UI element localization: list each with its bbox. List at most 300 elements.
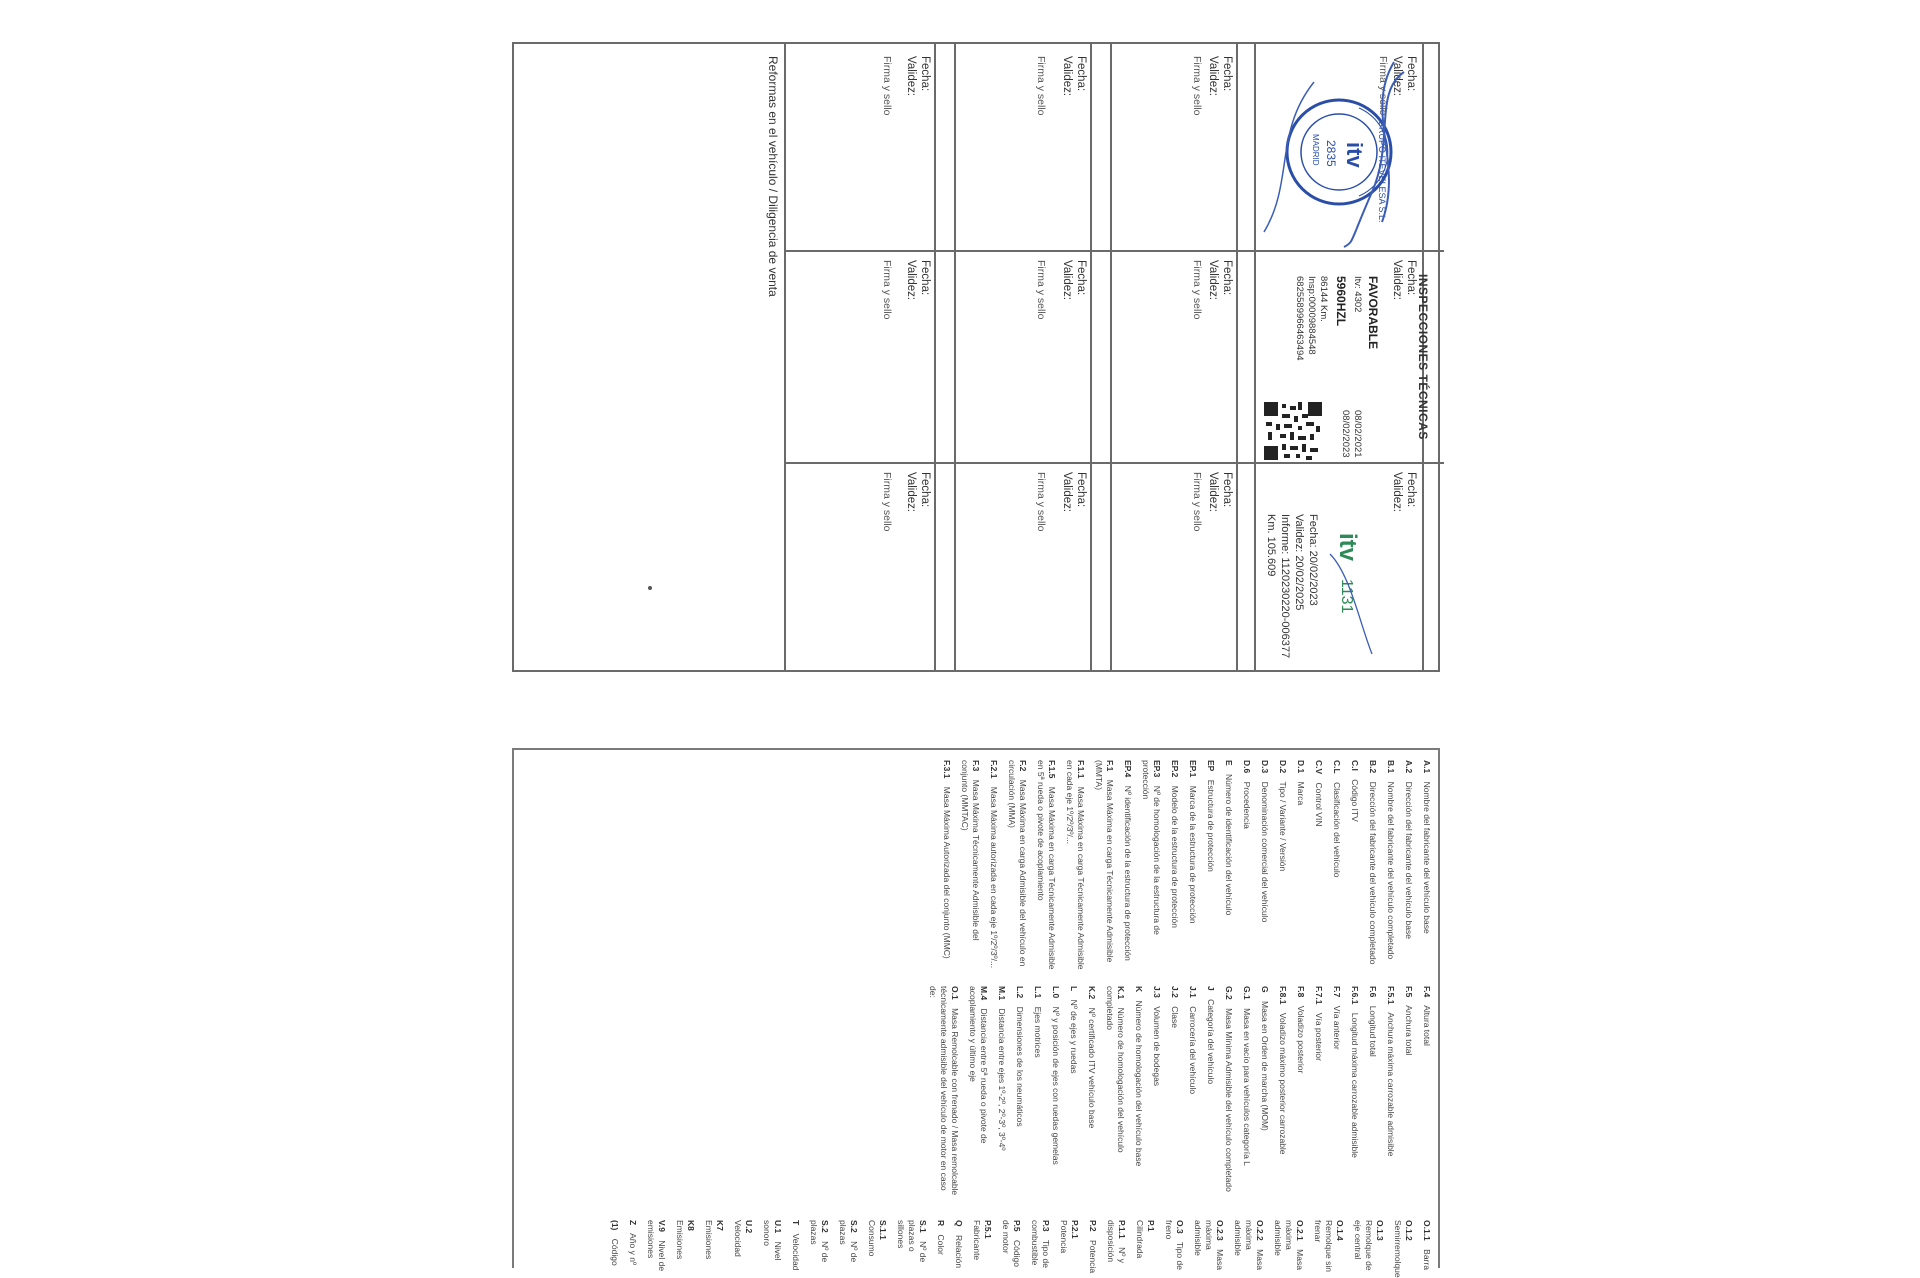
field-entry — [988, 760, 999, 970]
field-entry — [1140, 760, 1162, 970]
field-entry — [703, 1220, 725, 1278]
field-code: F.4 — [1422, 986, 1432, 998]
field-entry — [1064, 760, 1086, 970]
field-description: Velocidad — [733, 1220, 743, 1257]
fecha-label: Fecha: — [1075, 472, 1087, 508]
code-number: 6825589966463494 — [1294, 276, 1305, 361]
green-itv-stamp — [1320, 514, 1380, 664]
fecha-label: Fecha: — [1405, 472, 1417, 508]
field-entry — [1068, 986, 1079, 1196]
field-entry — [1105, 1220, 1127, 1278]
field-code: P.2 — [1088, 1220, 1098, 1232]
field-description: Longitud total — [1368, 1003, 1378, 1057]
field-code: O.1.1 — [1422, 1220, 1432, 1241]
km-reading: 86144 Km. — [1318, 276, 1329, 322]
svg-text:2835: 2835 — [1324, 140, 1338, 167]
field-index-column — [920, 986, 1432, 1196]
field-index-page — [512, 748, 1440, 1278]
field-description: Anchura total — [1404, 1003, 1414, 1056]
fecha-label: Fecha: — [919, 260, 931, 296]
field-description: Modelo de la estructura de protección — [1170, 783, 1180, 928]
field-entry — [1421, 1220, 1432, 1278]
validez-label: Validez: — [1207, 472, 1219, 513]
field-description: Voladizo posterior — [1296, 1003, 1306, 1074]
fecha-label: Fecha: — [1221, 260, 1233, 296]
field-entry — [935, 1220, 946, 1278]
field-entry — [1295, 986, 1306, 1196]
date-1: 08/02/2021 — [1352, 410, 1363, 458]
field-code: F.1.1 — [1076, 760, 1086, 779]
field-entry — [971, 1220, 993, 1278]
field-description: Masa máxima admisible — [1233, 1220, 1265, 1270]
field-description: Masa Mínima Admisible del vehículo completado — [1224, 1005, 1234, 1192]
field-entry — [1086, 986, 1097, 1196]
field-code: P.5 — [1012, 1220, 1022, 1232]
field-entry — [996, 986, 1007, 1196]
field-code: O.1.4 — [1335, 1220, 1345, 1241]
field-code: F.8 — [1296, 986, 1306, 998]
field-code: J.3 — [1152, 986, 1162, 998]
field-description: Masa en vacío para vehículos categoría L — [1242, 1005, 1252, 1166]
validez-label: Validez: — [1207, 260, 1219, 301]
field-entry — [1392, 1220, 1414, 1278]
field-description: Altura total — [1422, 1003, 1432, 1046]
field-description: Semirremolque — [1393, 1220, 1403, 1278]
field-entry — [1223, 986, 1234, 1196]
field-description: Volumen de bodegas — [1152, 1003, 1162, 1087]
field-code: EP.3 — [1152, 760, 1162, 778]
field-entry — [959, 760, 981, 970]
field-entry — [674, 1220, 696, 1278]
field-description: Voladizo máximo posterior carrozable — [1278, 1010, 1288, 1155]
field-entry — [1352, 1220, 1385, 1278]
field-description: Consumo — [867, 1220, 877, 1257]
page-title: INSPECCIONES TÉCNICAS — [1416, 274, 1430, 440]
field-code: Q — [954, 1220, 964, 1227]
field-description: Emisiones — [675, 1220, 685, 1260]
field-description: Nº de plazas — [809, 1220, 830, 1263]
fecha-label: Fecha: — [1075, 56, 1087, 92]
field-description: Potencia — [1088, 1237, 1098, 1274]
field-description: Código — [610, 1236, 620, 1266]
fecha-label: Fecha: — [1221, 472, 1233, 508]
field-description: Nº certificado ITV vehículo base — [1087, 1005, 1097, 1129]
itv-circle-stamp — [1254, 52, 1424, 252]
field-description: Masa Máxima en carga Técnicamente Admisible en cada eje 1º/2º/3º/... — [1065, 760, 1086, 970]
field-description: Color — [936, 1232, 946, 1255]
field-description: Control VIN — [1314, 780, 1324, 827]
field-entry — [808, 1220, 830, 1278]
field-entry — [1277, 760, 1288, 970]
green-stamp-validez: Validez: 20/02/2025 — [1293, 514, 1305, 611]
field-description: Masa Máxima Autorizada del conjunto (MMC) — [942, 784, 952, 959]
plate-number: 5960HZL — [1334, 276, 1348, 327]
field-description: Fabricante — [972, 1220, 982, 1261]
field-code: P.3 — [1041, 1220, 1051, 1232]
field-description: Cilindrada — [1135, 1220, 1145, 1259]
field-entry — [1259, 986, 1270, 1196]
field-index-column — [934, 760, 1432, 970]
fecha-label: Fecha: — [1075, 260, 1087, 296]
field-entry — [1169, 986, 1180, 1196]
reformas-label: Reformas en el vehículo / Diligencia de venta — [766, 56, 780, 297]
grid-line — [784, 44, 786, 672]
grid-line — [1110, 44, 1112, 672]
field-entry — [1421, 760, 1432, 970]
field-code: V.9 — [657, 1220, 667, 1232]
field-code: S.2 — [820, 1220, 830, 1233]
field-code: A.1 — [1422, 760, 1432, 774]
firma-label: Firma y sello — [881, 56, 893, 116]
field-code: B.2 — [1368, 760, 1378, 774]
field-entry — [1277, 986, 1288, 1196]
field-index-column — [602, 1220, 1432, 1278]
field-description: Distancia entre 5ª rueda o pivote de acoplamiento y último eje — [968, 986, 989, 1144]
field-code: S.2 — [849, 1220, 859, 1233]
field-description: Remolque de eje central — [1353, 1220, 1374, 1271]
firma-label: Firma y sello — [1191, 56, 1203, 116]
inspection-result: FAVORABLE — [1366, 276, 1380, 350]
field-code: K.1 — [1116, 986, 1126, 1000]
field-code: C.V — [1314, 760, 1324, 775]
green-stamp-fecha: Fecha: 20/02/2023 — [1307, 514, 1319, 606]
field-entry — [1272, 1220, 1305, 1278]
field-description: Dirección del fabricante del vehículo completado — [1368, 779, 1378, 965]
field-entry — [1241, 760, 1252, 970]
validez-label: Validez: — [1391, 260, 1403, 301]
field-description: Denominación comercial del vehículo — [1260, 779, 1270, 923]
validez-label: Validez: — [1391, 472, 1403, 513]
field-code: F.8.1 — [1278, 986, 1288, 1005]
field-code: D.6 — [1242, 760, 1252, 774]
field-code: (1) — [610, 1220, 620, 1231]
field-description: Anchura máxima carrozable admisible — [1386, 1010, 1396, 1157]
firma-label: Firma y sello — [1035, 56, 1047, 116]
field-description: Tipo de combustible — [1030, 1220, 1051, 1268]
fecha-label: Fecha: — [919, 56, 931, 92]
field-code: E — [1224, 760, 1234, 766]
validez-label: Validez: — [905, 472, 917, 513]
field-description: Código de motor — [1001, 1220, 1022, 1267]
field-entry — [1312, 1220, 1345, 1278]
field-description: Longitud máxima carrozable admisible — [1350, 1010, 1360, 1158]
field-code: F.5 — [1404, 986, 1414, 998]
field-entry — [1313, 760, 1324, 970]
field-description: Procedencia — [1242, 779, 1252, 829]
field-entry — [1232, 1220, 1265, 1278]
field-description: Tipo de freno — [1164, 1220, 1185, 1270]
field-entry — [1367, 760, 1378, 970]
svg-text:MADRID: MADRID — [1311, 134, 1320, 166]
validez-label: Validez: — [905, 260, 917, 301]
field-description: Marca de la estructura de protección — [1188, 783, 1198, 924]
field-code: D.3 — [1260, 760, 1270, 774]
field-description: Emisiones — [704, 1220, 714, 1260]
field-entry — [1122, 760, 1133, 970]
field-code: F.7 — [1332, 986, 1342, 998]
field-description: Nivel sonoro — [762, 1220, 783, 1261]
insp-number: Insp:00009884548 — [1306, 276, 1317, 355]
field-entry — [1205, 986, 1216, 1196]
field-entry — [1385, 986, 1396, 1196]
field-code: K7 — [715, 1220, 725, 1231]
field-code: P.1 — [1146, 1220, 1156, 1232]
field-code: B.1 — [1386, 760, 1396, 774]
field-description: Vía posterior — [1314, 1010, 1324, 1061]
field-description: Masa máxima admisible — [1273, 1220, 1305, 1270]
validez-label: Validez: — [1061, 56, 1073, 97]
firma-label: Firma y sello — [1191, 260, 1203, 320]
field-entry — [1349, 760, 1360, 970]
field-entry — [1295, 760, 1306, 970]
field-entry — [1331, 760, 1342, 970]
field-description: Tipo / Variante / Versión — [1278, 779, 1288, 872]
field-code: P.5.1 — [983, 1220, 993, 1239]
field-code: T — [791, 1220, 801, 1226]
field-code: R — [936, 1220, 946, 1227]
field-code: S.1.1 — [878, 1220, 888, 1240]
field-entry — [1000, 1220, 1022, 1278]
field-code: J.2 — [1170, 986, 1180, 998]
firma-label: Firma y sello — [1377, 56, 1389, 116]
field-entry — [732, 1220, 754, 1278]
field-entry — [761, 1220, 783, 1278]
field-code: F.5.1 — [1386, 986, 1396, 1005]
field-description: Dimensiones de los neumáticos — [1015, 1004, 1025, 1127]
field-entry — [1151, 986, 1162, 1196]
field-code: F.2 — [1018, 760, 1028, 772]
svg-text:itv: itv — [1342, 142, 1367, 168]
green-stamp-informe: Informe: 1120230220-006377 — [1279, 514, 1291, 659]
field-code: K — [1134, 986, 1144, 993]
field-code: F.7.1 — [1314, 986, 1324, 1005]
field-description: Relación — [954, 1232, 964, 1269]
date-2: 08/02/2023 — [1340, 410, 1351, 458]
field-entry — [1134, 1220, 1156, 1278]
field-code: U.2 — [744, 1220, 754, 1234]
field-description: Clasificación del vehículo — [1332, 779, 1342, 878]
field-entry — [1349, 986, 1360, 1196]
field-description: Remolque sin frenar — [1313, 1220, 1334, 1272]
field-entry — [1241, 986, 1252, 1196]
field-entry — [1187, 760, 1198, 970]
field-description: Masa Máxima en carga Admisible del vehículo en circulación (MMA) — [1007, 760, 1028, 967]
field-entry — [1050, 986, 1061, 1196]
field-code: M.1 — [997, 986, 1007, 1001]
field-entry — [1421, 986, 1432, 1196]
field-entry — [1331, 986, 1342, 1196]
field-code: L.1 — [1033, 986, 1043, 999]
field-entry — [967, 986, 989, 1196]
fecha-label: Fecha: — [1221, 56, 1233, 92]
field-entry — [645, 1220, 667, 1278]
field-description: Nº de plazas o sillones — [896, 1220, 928, 1263]
field-code: L — [1069, 986, 1079, 992]
field-code: O.1 — [950, 986, 960, 1000]
field-description: Nombre del fabricante del vehículo completado — [1386, 779, 1396, 960]
field-description: Masa Máxima autorizada en cada eje 1º/2º/3º/... — [989, 784, 999, 969]
field-entry — [1035, 760, 1057, 970]
validez-label: Validez: — [1061, 472, 1073, 513]
field-code: F.6 — [1368, 986, 1378, 998]
field-code: O.2.1 — [1295, 1220, 1305, 1241]
firma-label: Firma y sello — [1035, 472, 1047, 532]
field-code: G.2 — [1224, 986, 1234, 1000]
field-description: Velocidad — [791, 1231, 801, 1271]
field-code: G.1 — [1242, 986, 1252, 1000]
field-entry — [1093, 760, 1115, 970]
field-entry — [895, 1220, 928, 1278]
field-entry — [1223, 760, 1234, 970]
field-entry — [1403, 986, 1414, 1196]
field-code: F.3.1 — [942, 760, 952, 779]
field-code: F.6.1 — [1350, 986, 1360, 1005]
field-code: P.2.1 — [1070, 1220, 1080, 1239]
field-code: F.1 — [1105, 760, 1115, 772]
field-entry — [1032, 986, 1043, 1196]
field-description: Masa máxima admisible — [1193, 1220, 1225, 1270]
field-entry — [837, 1220, 859, 1278]
firma-label: Firma y sello — [1191, 472, 1203, 532]
field-description: Nº de ejes y ruedas — [1069, 997, 1079, 1074]
qr-code — [1262, 400, 1324, 462]
field-code: G — [1260, 986, 1270, 993]
field-code: O.1.3 — [1375, 1220, 1385, 1241]
field-description: Masa Máxima Técnicamente Admisible del conjunto (MMTAC) — [960, 760, 981, 941]
field-description: Nombre del fabricante del vehículo base — [1422, 779, 1432, 934]
field-description: Distancia entre ejes 1º-2º, 2º-3º, 3º-4º — [997, 1006, 1007, 1151]
field-description: Nº de plazas — [838, 1220, 859, 1263]
inspection-card — [512, 42, 1440, 672]
field-description: Marca — [1296, 779, 1306, 806]
field-entry — [953, 1220, 964, 1278]
grid-line — [784, 462, 1444, 464]
field-entry — [1403, 760, 1414, 970]
svg-text:1131: 1131 — [1338, 579, 1355, 614]
itv-station: Itv: 4302 — [1352, 276, 1363, 313]
field-entry — [1087, 1220, 1098, 1278]
fecha-label: Fecha: — [919, 472, 931, 508]
field-description: Nº y disposición — [1106, 1220, 1127, 1263]
firma-label: Firma y sello — [1035, 260, 1047, 320]
field-description: Barra — [1422, 1246, 1432, 1270]
field-entry — [609, 1220, 620, 1278]
field-code: K.2 — [1087, 986, 1097, 1000]
field-description: Masa Remolcable con frenado / Masa remolcable técnicamente admisible del vehículo de motor en caso de: — [928, 986, 960, 1196]
field-entry — [627, 1220, 638, 1278]
field-entry — [1104, 986, 1126, 1196]
grid-line — [1090, 44, 1092, 672]
svg-text:itv: itv — [1334, 533, 1361, 562]
field-entry — [1163, 1220, 1185, 1278]
field-code: L.2 — [1015, 986, 1025, 999]
field-description: Nivel de emisiones — [646, 1220, 667, 1272]
field-entry — [1313, 986, 1324, 1196]
field-description: Número de homologación del vehículo base — [1134, 998, 1144, 1167]
field-code: D.2 — [1278, 760, 1288, 774]
field-description: Número de identificación del vehículo — [1224, 771, 1234, 916]
field-code: U.1 — [773, 1220, 783, 1234]
field-description: Código ITV — [1350, 776, 1360, 822]
grid-line — [1236, 44, 1238, 672]
green-stamp-km: Km. 105.609 — [1265, 514, 1277, 577]
field-entry — [866, 1220, 888, 1278]
field-description: Masa en Orden de marcha (MOM) — [1260, 998, 1270, 1131]
svg-text:GRUPO ITEVELESA S.L.: GRUPO ITEVELESA S.L. — [1377, 120, 1387, 223]
field-code: C.I — [1350, 760, 1360, 771]
firma-label: Firma y sello — [881, 472, 893, 532]
field-description: Carrocería del vehículo — [1188, 1003, 1198, 1095]
field-code: O.3 — [1175, 1220, 1185, 1234]
field-code: EP.1 — [1188, 760, 1198, 778]
field-code: O.1.2 — [1404, 1220, 1414, 1241]
field-description: Vía anterior — [1332, 1003, 1342, 1050]
firma-label: Firma y sello — [881, 260, 893, 320]
field-code: A.2 — [1404, 760, 1414, 774]
field-code: L.0 — [1051, 986, 1061, 999]
fecha-label: Fecha: — [1405, 260, 1417, 296]
field-entry — [1259, 760, 1270, 970]
field-description: Masa Máxima en carga Técnicamente Admisible en 5ª rueda o pivote de acoplamiento — [1036, 760, 1057, 970]
field-description: Ejes motrices — [1033, 1004, 1043, 1058]
field-description: Masa Máxima en carga Técnicamente Admisible (MMTA) — [1094, 760, 1115, 963]
field-entry — [1187, 986, 1198, 1196]
validez-label: Validez: — [1061, 260, 1073, 301]
field-entry — [1006, 760, 1028, 970]
field-code: P.1.1 — [1117, 1220, 1127, 1239]
field-entry — [1029, 1220, 1051, 1278]
field-code: EP.4 — [1123, 760, 1133, 778]
field-code: O.2.3 — [1215, 1220, 1225, 1241]
grid-line — [954, 44, 956, 672]
field-entry — [1169, 760, 1180, 970]
field-code: EP — [1206, 760, 1216, 772]
field-entry — [1205, 760, 1216, 970]
field-description: Año y nº — [628, 1231, 638, 1266]
field-code: F.2.1 — [989, 760, 999, 779]
field-entry — [941, 760, 952, 970]
field-entry — [1133, 986, 1144, 1196]
field-entry — [790, 1220, 801, 1278]
validez-label: Validez: — [905, 56, 917, 97]
field-description: Nº de homologación de la estructura de protección — [1141, 760, 1162, 935]
validez-label: Validez: — [1391, 56, 1403, 97]
field-description: Clase — [1170, 1003, 1180, 1028]
field-entry — [1058, 1220, 1080, 1278]
field-description: Estructura de protección — [1206, 777, 1216, 872]
field-code: D.1 — [1296, 760, 1306, 774]
speck — [648, 586, 652, 590]
field-code: K8 — [686, 1220, 696, 1231]
grid-line — [934, 44, 936, 672]
field-code: M.4 — [979, 986, 989, 1001]
field-code: J.1 — [1188, 986, 1198, 998]
field-code: F.1.5 — [1047, 760, 1057, 779]
field-code: F.3 — [971, 760, 981, 772]
field-code: J — [1206, 986, 1216, 991]
validez-label: Validez: — [1207, 56, 1219, 97]
field-entry — [1385, 760, 1396, 970]
field-entry — [1192, 1220, 1225, 1278]
field-description: Nº identificación de la estructura de protección — [1123, 783, 1133, 961]
fecha-label: Fecha: — [1405, 56, 1417, 92]
field-entry — [927, 986, 960, 1196]
field-code: EP.2 — [1170, 760, 1180, 778]
field-code: O.2.2 — [1255, 1220, 1265, 1241]
field-code: Z — [628, 1220, 638, 1226]
field-entry — [1014, 986, 1025, 1196]
field-code: S.1 — [918, 1220, 928, 1233]
